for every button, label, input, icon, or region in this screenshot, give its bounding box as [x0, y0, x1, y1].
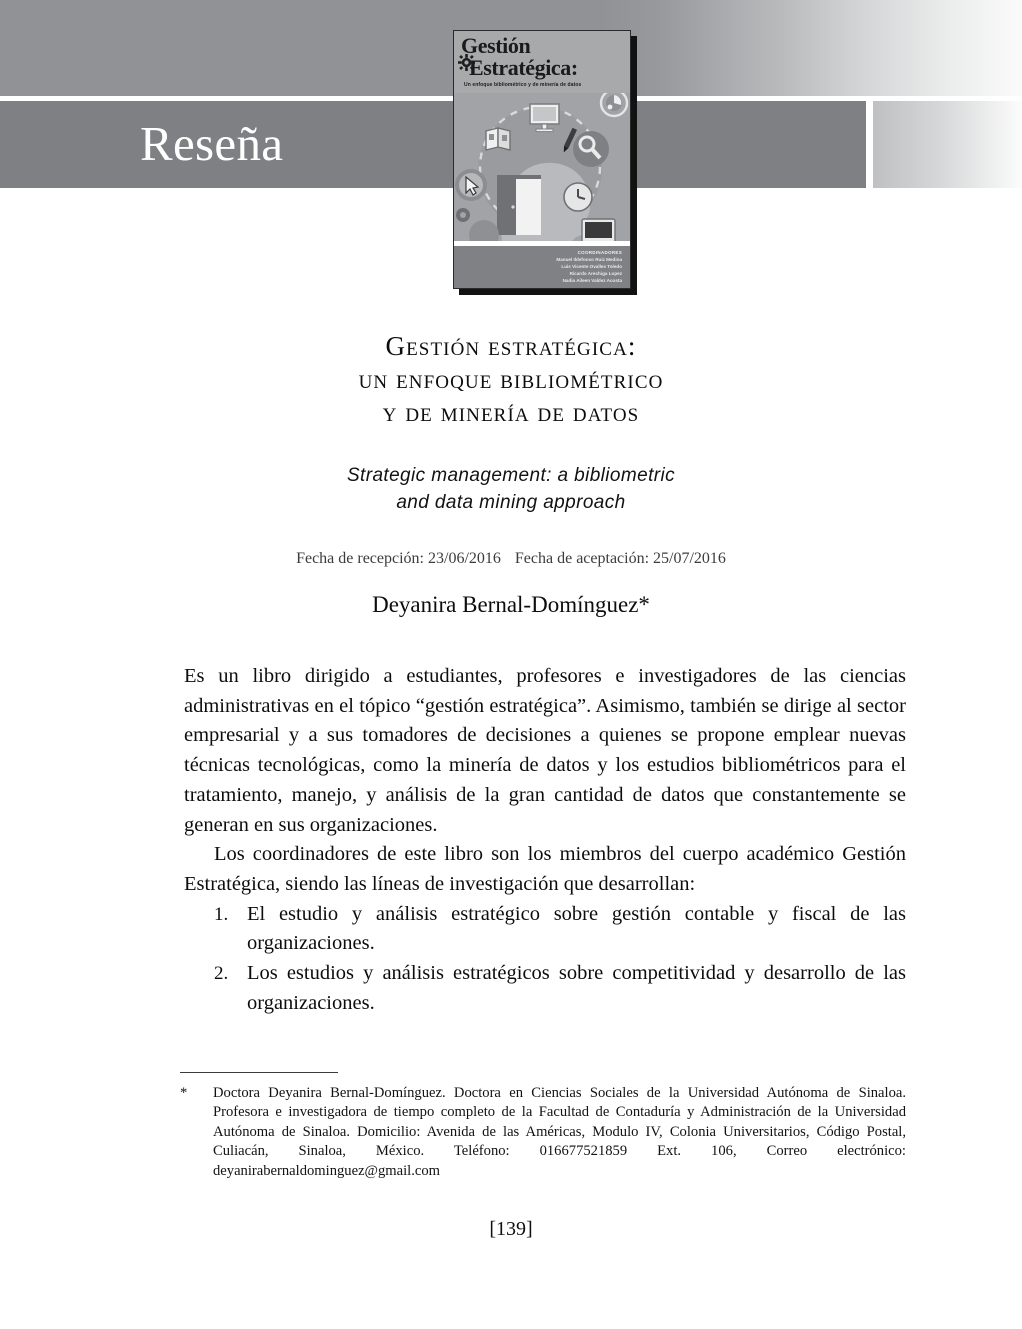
book-cover [453, 30, 631, 289]
list-item-text: Los estudios y análisis estratégicos sobre competitividad y desarrollo de las organizaciones. [247, 962, 906, 1014]
section-title: Reseña [140, 116, 284, 171]
coordinators-label: COORDINADORES [577, 250, 622, 255]
coordinators-list [556, 257, 622, 285]
article-title-line2: un enfoque bibliométrico [358, 364, 664, 394]
list-item [184, 900, 906, 959]
footnote-text: Doctora Deyanira Bernal-Domínguez. Doctora en Ciencias Sociales de la Universidad Autónoma de Sinaloa. Profesora e investigadora de tiempo completo de la Facultad de Contaduría y Administración de la Universidad Autónoma de Sinaloa. Domicilio: Avenida de las Américas, Modulo IV, Colonia Universitarios, Código Postal, Culiacán, Sinaloa, México. Teléfono: 016677521859 Ext. 106, Correo electrónico: deyanirabernaldominguez@gmail.com [213, 1085, 906, 1179]
article-author: Deyanira Bernal-Domínguez* [372, 592, 650, 617]
body-paragraph-2: Los coordinadores de este libro son los miembros del cuerpo académico Gestión Estratégica, siendo las líneas de investigación que desarrollan: [184, 843, 906, 895]
list-item-marker: 2. [214, 963, 229, 985]
article-title-line3: y de minería de datos [382, 397, 640, 427]
body-paragraph-1: Es un libro dirigido a estudiantes, profesores e investigadores de las ciencias administrativas en el tópico “gestión estratégica”. Asimismo, también se dirige al sector empresarial y a sus tomadores de decisiones a quienes se propone emplear nuevas técnicas tecnológicas, como la minería de datos y los estudios bibliométricos para el tratamiento, manejo, y análisis de la gran cantidad de datos que constantemente se generan en sus organizaciones. [184, 665, 906, 836]
book-cover-subtitle: Un enfoque bibliométrico y de minería de datos [464, 82, 582, 88]
book-cover-title-line2: Estratégica: [469, 54, 578, 80]
book-cover-title [461, 35, 629, 78]
book-cover-front [453, 30, 631, 289]
list-item [184, 959, 906, 1018]
acceptance-date: Fecha de aceptación: 25/07/2016 [514, 550, 726, 567]
research-lines-list [184, 900, 906, 1019]
footnote-separator [180, 1072, 338, 1073]
article-title-line1: Gestión estratégica: [385, 331, 637, 361]
article-subtitle [211, 462, 811, 516]
header-band-main [0, 101, 866, 188]
header-band-right-gradient [873, 101, 1022, 188]
article-dates [211, 550, 811, 568]
coordinator-name: Manuel Ildefonso Ruiz Medina [556, 257, 622, 262]
book-cover-title-line1: Gestión [461, 33, 531, 58]
coordinator-name: Ricardo Arechiga Lopez [569, 270, 622, 276]
page-header [0, 0, 1022, 300]
article-subtitle-line2: and data mining approach [396, 492, 626, 513]
book-cover-artwork [454, 93, 630, 241]
article-subtitle-line1: Strategic management: a bibliometric [346, 465, 676, 486]
page-number: [139] [489, 1218, 533, 1240]
list-item-marker: 1. [214, 903, 229, 925]
article-title [211, 330, 811, 429]
coordinator-name: Nadia Aileen Valdez Acosta [562, 277, 622, 283]
coordinator-name: Luis Vicente Ovalles Toledo [561, 263, 622, 269]
book-cover-footer [454, 246, 630, 288]
footnote [180, 1084, 906, 1181]
list-item-text: El estudio y análisis estratégico sobre gestión contable y fiscal de las organizaciones. [247, 902, 906, 955]
article-body [184, 662, 906, 1018]
footnote-marker: * [180, 1085, 188, 1101]
reception-date: Fecha de recepción: 23/06/2016 [296, 550, 501, 567]
